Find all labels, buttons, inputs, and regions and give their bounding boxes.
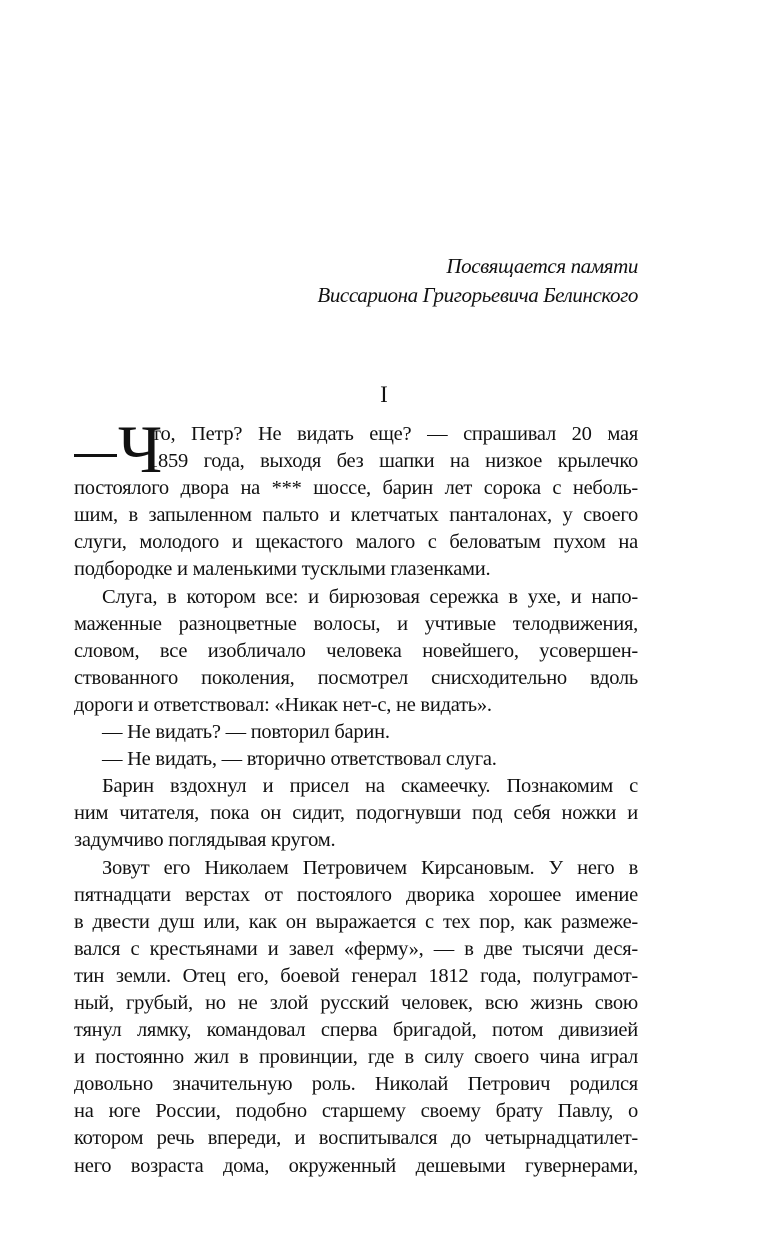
paragraph-kirsanov (74, 855, 638, 1180)
opening-line-2: 1859 года, выходя без шапки на низкое крылечко (148, 450, 638, 473)
opening-dash (74, 454, 117, 457)
text-line: Барин вздохнул и присел на скамеечку. Познакомим с (102, 775, 638, 798)
dedication (158, 252, 638, 310)
paragraph-dialog-2 (74, 746, 638, 773)
text-line: ним читателя, пока он сидит, подогнувши под себя ножки и (74, 802, 638, 825)
text-line: в двести душ или, как он выражается с тех пор, как размеже- (74, 910, 638, 933)
text-line: — Не видать? — повторил барин. (102, 721, 390, 744)
text-line: Зовут его Николаем Петровичем Кирсановым. У него в (102, 856, 638, 879)
paragraph-barin (74, 773, 638, 854)
text-line: тин земли. Отец его, боевой генерал 1812 года, полуграмот- (74, 964, 638, 987)
dropcap-block (74, 411, 162, 487)
dedication-line-2: Виссариона Григорьевича Белинского (317, 283, 638, 307)
paragraph-dialog-1 (74, 719, 638, 746)
text-line: шим, в запыленном пальто и клетчатых панталонах, у своего (74, 504, 638, 527)
text-line: постоялого двора на *** шоссе, барин лет сорока с неболь- (74, 477, 638, 500)
text-line: слуги, молодого и щекастого малого с беловатым пухом на (74, 531, 638, 554)
text-line: Слуга, в котором все: и бирюзовая сережка в ухе, и напо- (102, 585, 638, 608)
opening-line-1: то, Петр? Не видать еще? — спрашивал 20 мая (152, 423, 638, 445)
dropcap-letter: Ч (118, 411, 162, 487)
text-line: ный, грубый, но не злой русский человек, всю жизнь свою (74, 991, 638, 1014)
text-line: довольно значительную роль. Николай Петрович родился (74, 1073, 638, 1096)
text-line: вался с крестьянами и завел «ферму», — в две тысячи деся- (74, 937, 638, 960)
dedication-line-1: Посвящается памяти (446, 254, 638, 278)
text-line: дороги и ответствовал: «Никак нет-с, не видать». (74, 693, 492, 716)
chapter-number: I (380, 382, 388, 407)
body-text (74, 411, 638, 1180)
text-line: него возраста дома, окруженный дешевыми гувернерами, (74, 1154, 638, 1177)
text-line: маженные разноцветные волосы, и учтивые телодвижения, (74, 612, 638, 635)
text-line: — Не видать, — вторично ответствовал слуга. (102, 748, 497, 771)
text-line: словом, все изобличало человека новейшего, усовершен- (74, 639, 638, 662)
text-line: котором речь впереди, и воспитывался до четырнадцатилет- (74, 1127, 638, 1150)
paragraph-servant (74, 584, 638, 719)
text-line: тянул лямку, командовал сперва бригадой, потом дивизией (74, 1019, 638, 1042)
text-line: ствованного поколения, посмотрел снисходительно вдоль (74, 666, 638, 689)
text-line: на юге России, подобно старшему своему брату Павлу, о (74, 1100, 638, 1123)
text-line: пятнадцати верстах от постоялого дворика хорошее имение (74, 883, 638, 906)
text-line: и постоянно жил в провинции, где в силу своего чина играл (74, 1046, 638, 1069)
text-line: подбородке и маленькими тусклыми глазенками. (74, 558, 491, 581)
opening-paragraph (74, 411, 638, 584)
text-line: задумчиво поглядывая кругом. (74, 829, 336, 852)
